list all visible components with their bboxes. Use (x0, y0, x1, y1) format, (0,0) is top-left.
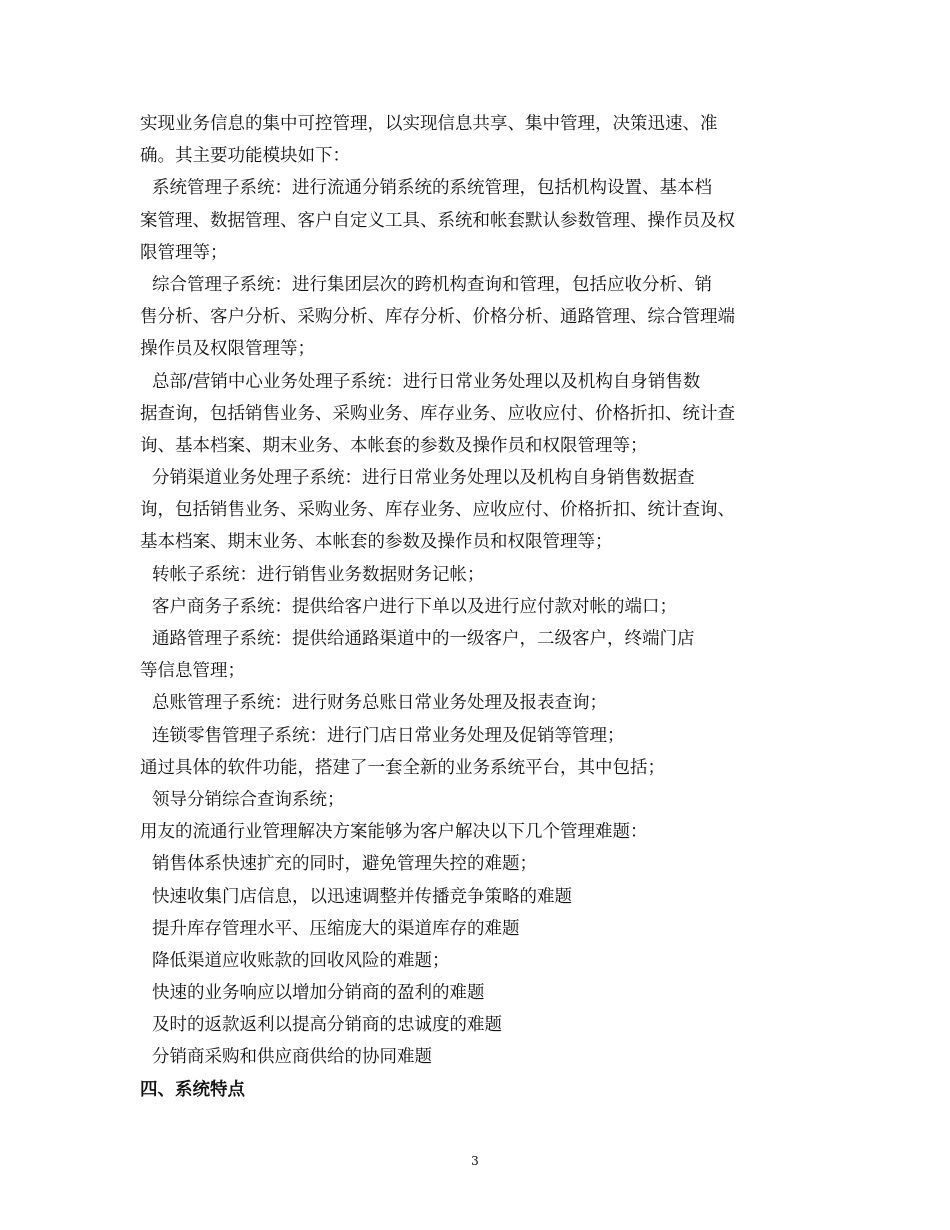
text-line: 总账管理子系统：进行财务总账日常业务处理及报表查询； (152, 693, 607, 714)
text-line: 快速的业务响应以增加分销商的盈利的难题 (152, 983, 485, 1004)
text-line: 分销商采购和供应商供给的协同难题 (152, 1047, 432, 1068)
text-line: 提升库存管理水平、压缩庞大的渠道库存的难题 (152, 918, 520, 939)
body-text (140, 108, 780, 1106)
page-number: 3 (471, 1154, 479, 1168)
text-line: 总部/营销中心业务处理子系统：进行日常业务处理以及机构自身销售数 (152, 371, 701, 392)
text-line: 通过具体的软件功能，搭建了一套全新的业务系统平台，其中包括； (140, 757, 665, 778)
text-line: 等信息管理； (140, 661, 245, 682)
text-line: 销售体系快速扩充的同时，避免管理失控的难题； (152, 854, 537, 875)
text-line: 基本档案、期末业务、本帐套的参数及操作员和权限管理等； (140, 532, 613, 553)
text-line: 转帐子系统：进行销售业务数据财务记帐； (152, 564, 485, 585)
text-line: 案管理、数据管理、客户自定义工具、系统和帐套默认参数管理、操作员及权 (140, 210, 735, 231)
text-line: 据查询，包括销售业务、采购业务、库存业务、应收应付、价格折扣、统计查 (140, 403, 735, 424)
text-line: 系统管理子系统：进行流通分销系统的系统管理，包括机构设置、基本档 (152, 178, 712, 199)
section-heading: 四、系统特点 (140, 1079, 245, 1100)
text-line: 及时的返款返利以提高分销商的忠诚度的难题 (152, 1015, 502, 1036)
text-line: 限管理等； (140, 242, 228, 263)
text-line: 领导分销综合查询系统； (152, 789, 345, 810)
text-line: 降低渠道应收账款的回收风险的难题； (152, 950, 450, 971)
text-line: 询、基本档案、期末业务、本帐套的参数及操作员和权限管理等； (140, 435, 648, 456)
text-line: 综合管理子系统：进行集团层次的跨机构查询和管理，包括应收分析、销 (152, 274, 712, 295)
text-line: 询，包括销售业务、采购业务、库存业务、应收应付、价格折扣、统计查询、 (140, 500, 735, 521)
text-line: 用友的流通行业管理解决方案能够为客户解决以下几个管理难题： (140, 822, 648, 843)
text-line: 操作员及权限管理等； (140, 339, 315, 360)
text-line: 通路管理子系统：提供给通路渠道中的一级客户，二级客户，终端门店 (152, 629, 695, 649)
text-line: 客户商务子系统：提供给客户进行下单以及进行应付款对帐的端口； (152, 596, 677, 617)
text-line: 实现业务信息的集中可控管理，以实现信息共享、集中管理，决策迅速、准 (140, 114, 718, 134)
text-line: 确。其主要功能模块如下： (140, 146, 350, 167)
text-line: 分销渠道业务处理子系统：进行日常业务处理以及机构自身销售数据查 (152, 468, 695, 489)
text-line: 快速收集门店信息，以迅速调整并传播竞争策略的难题 (152, 886, 572, 907)
text-line: 售分析、客户分析、采购分析、库存分析、价格分析、通路管理、综合管理端 (140, 307, 735, 328)
text-line: 连锁零售管理子系统：进行门店日常业务处理及促销等管理； (152, 725, 625, 746)
